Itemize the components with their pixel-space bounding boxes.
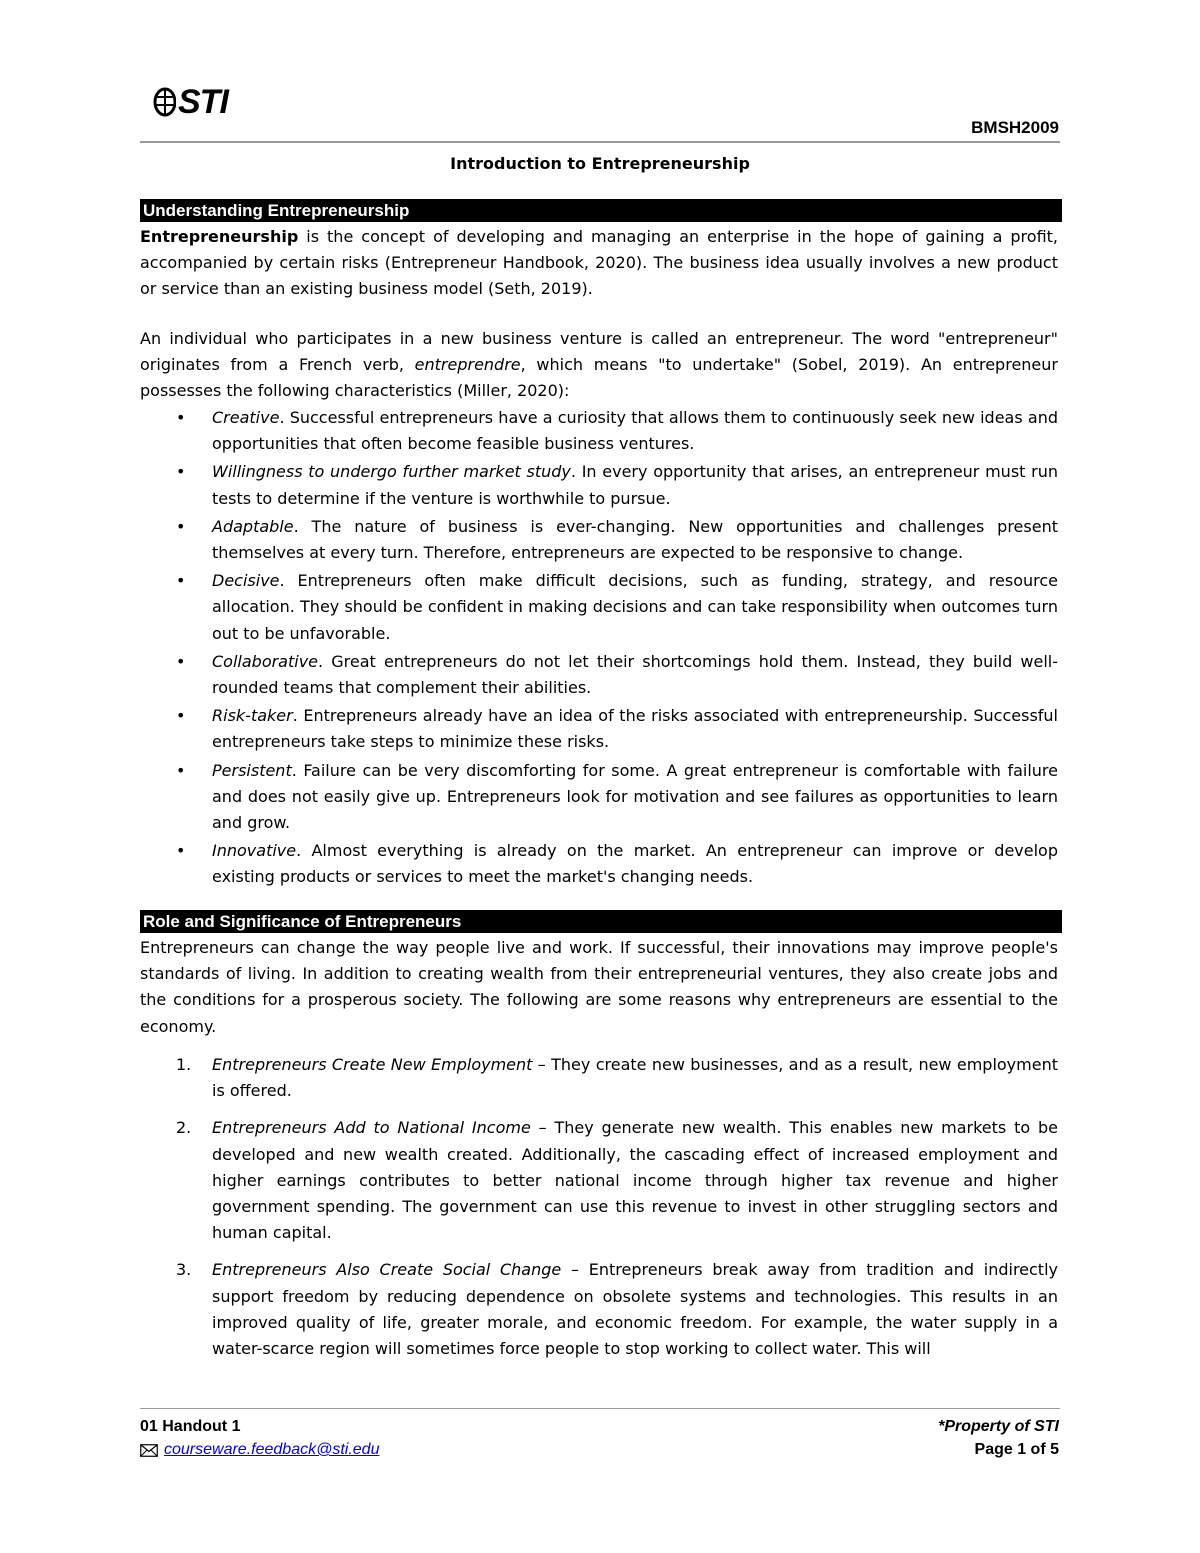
item-term: Entrepreneurs Also Create Social Change — [212, 1260, 562, 1280]
list-item — [140, 405, 1058, 457]
list-item — [140, 459, 1058, 511]
entrepreneur-paragraph — [140, 326, 1058, 405]
bullet-text: . Successful entrepreneurs have a curiosity that allows them to continuously seek new ideas and opportunities that often become feasible business ventures. — [212, 408, 1058, 454]
bullet-term: Willingness to undergo further market study — [212, 462, 571, 482]
mail-icon — [140, 1444, 158, 1457]
intro-paragraph — [140, 224, 1058, 303]
para2-part2: , which means "to undertake" (Sobel, 2019). An entrepreneur possesses the following characteristics (Miller, 2020): — [140, 355, 1058, 401]
section-heading-role: Role and Significance of Entrepreneurs — [140, 910, 1062, 933]
sti-logo — [152, 84, 242, 120]
bullet-icon: • — [176, 841, 186, 861]
bullet-icon: • — [176, 462, 186, 482]
bullet-text: . Great entrepreneurs do not let their shortcomings hold them. Instead, they build well-rounded teams that complement their abilities. — [212, 651, 1058, 698]
bullet-text: . The nature of business is ever-changing. New opportunities and challenges present themselves at every turn. Therefore, entrepreneurs are expected to be responsive to change. — [212, 516, 1058, 563]
list-item — [140, 1257, 1058, 1362]
handout-label: 01 Handout 1 — [140, 1418, 241, 1435]
bullet-term: Innovative — [212, 841, 297, 861]
course-code: BMSH2009 — [971, 118, 1059, 137]
characteristics-list — [140, 405, 1058, 891]
para2-part1: An individual who participates in a new business venture is called an entrepreneur. The word "entrepreneur" originates from a French verb, — [140, 329, 1058, 375]
property-label: *Property of STI — [938, 1418, 1059, 1435]
item-term: Entrepreneurs Create New Employment — [212, 1055, 533, 1074]
bullet-icon: • — [176, 651, 186, 671]
role-intro-paragraph: Entrepreneurs can change the way people live and work. If successful, their innovations may improve people's standards of living. In addition to creating wealth from their entrepreneurial ventures, they also create jobs and the conditions for a prosperous society. The following are some reasons why entrepreneurs are essential to the economy. — [140, 938, 1058, 1036]
bullet-term: Collaborative — [212, 651, 319, 671]
footer-email — [140, 1441, 379, 1459]
list-item — [140, 649, 1058, 701]
bullet-term: Creative — [212, 408, 280, 427]
bullet-term: Risk-taker — [212, 706, 293, 726]
globe-icon — [152, 85, 176, 119]
bullet-text: . Almost everything is already on the market. An entrepreneur can improve or develop existing products or services to meet the market's changing needs. — [212, 841, 1058, 887]
bullet-term: Decisive — [212, 571, 280, 591]
list-item — [140, 703, 1058, 755]
list-item — [140, 568, 1058, 647]
list-item — [140, 1115, 1058, 1246]
item-number: 2. — [176, 1118, 192, 1138]
item-number: 1. — [176, 1055, 192, 1074]
bullet-icon: • — [176, 760, 186, 780]
document-title: Introduction to Entrepreneurship — [450, 154, 750, 173]
bullet-term: Adaptable — [212, 516, 294, 536]
bullet-icon: • — [176, 516, 186, 536]
header-divider — [140, 141, 1060, 143]
item-text: – Entrepreneurs break away from tradition and indirectly support freedom by reducing dependence on obsolete systems and technologies. This results in an improved quality of life, greater morale, and economic freedom. For example, the water supply in a water-scarce region will sometimes force people to stop working to collect water. This will — [212, 1260, 1058, 1359]
bullet-icon: • — [176, 408, 186, 427]
bullet-text: . In every opportunity that arises, an entrepreneur must run tests to determine if the venture is worthwhile to pursue. — [212, 462, 1059, 508]
list-item — [140, 1052, 1058, 1104]
intro-text: is the concept of developing and managing an enterprise in the hope of gaining a profit, accompanied by certain risks (Entrepreneur Handbook, 2020). The business idea usually involves a new product or service than an existing business model (Seth, 2019). — [140, 227, 1058, 299]
item-text: – They generate new wealth. This enables new markets to be developed and new wealth created. Additionally, the cascading effect of increased employment and higher earnings contributes to better national income through higher tax revenue and higher government spending. The government can use this revenue to invest in other struggling sectors and human capital. — [212, 1118, 1059, 1243]
item-text: – They create new businesses, and as a result, new employment is offered. — [212, 1055, 1058, 1101]
list-item — [140, 758, 1058, 837]
section-heading-understanding: Understanding Entrepreneurship — [140, 199, 1062, 222]
reasons-list — [140, 1052, 1058, 1373]
page-number: Page 1 of 5 — [974, 1441, 1059, 1458]
intro-term: Entrepreneurship — [140, 227, 299, 246]
bullet-text: . Failure can be very discomforting for some. A great entrepreneur is comfortable with failure and does not easily give up. Entrepreneurs look for motivation and see failures as opportunities to learn and grow. — [212, 760, 1058, 833]
list-item — [140, 838, 1058, 890]
bullet-term: Persistent — [212, 760, 292, 780]
bullet-text: . Entrepreneurs often make difficult decisions, such as funding, strategy, and resource allocation. They should be confident in making decisions and can take responsibility when outcomes turn out to be unfavorable. — [212, 571, 1058, 643]
para2-italic: entreprendre — [414, 355, 521, 375]
footer-divider — [140, 1408, 1060, 1409]
item-term: Entrepreneurs Add to National Income — [212, 1118, 531, 1138]
bullet-text: . Entrepreneurs already have an idea of the risks associated with entrepreneurship. Successful entrepreneurs take steps to minimize these risks. — [212, 706, 1058, 752]
bullet-icon: • — [176, 571, 186, 591]
bullet-icon: • — [176, 706, 186, 726]
list-item — [140, 514, 1058, 566]
item-number: 3. — [176, 1260, 192, 1280]
logo-text: STI — [178, 83, 228, 121]
feedback-email-link[interactable]: courseware.feedback@sti.edu — [164, 1441, 380, 1458]
